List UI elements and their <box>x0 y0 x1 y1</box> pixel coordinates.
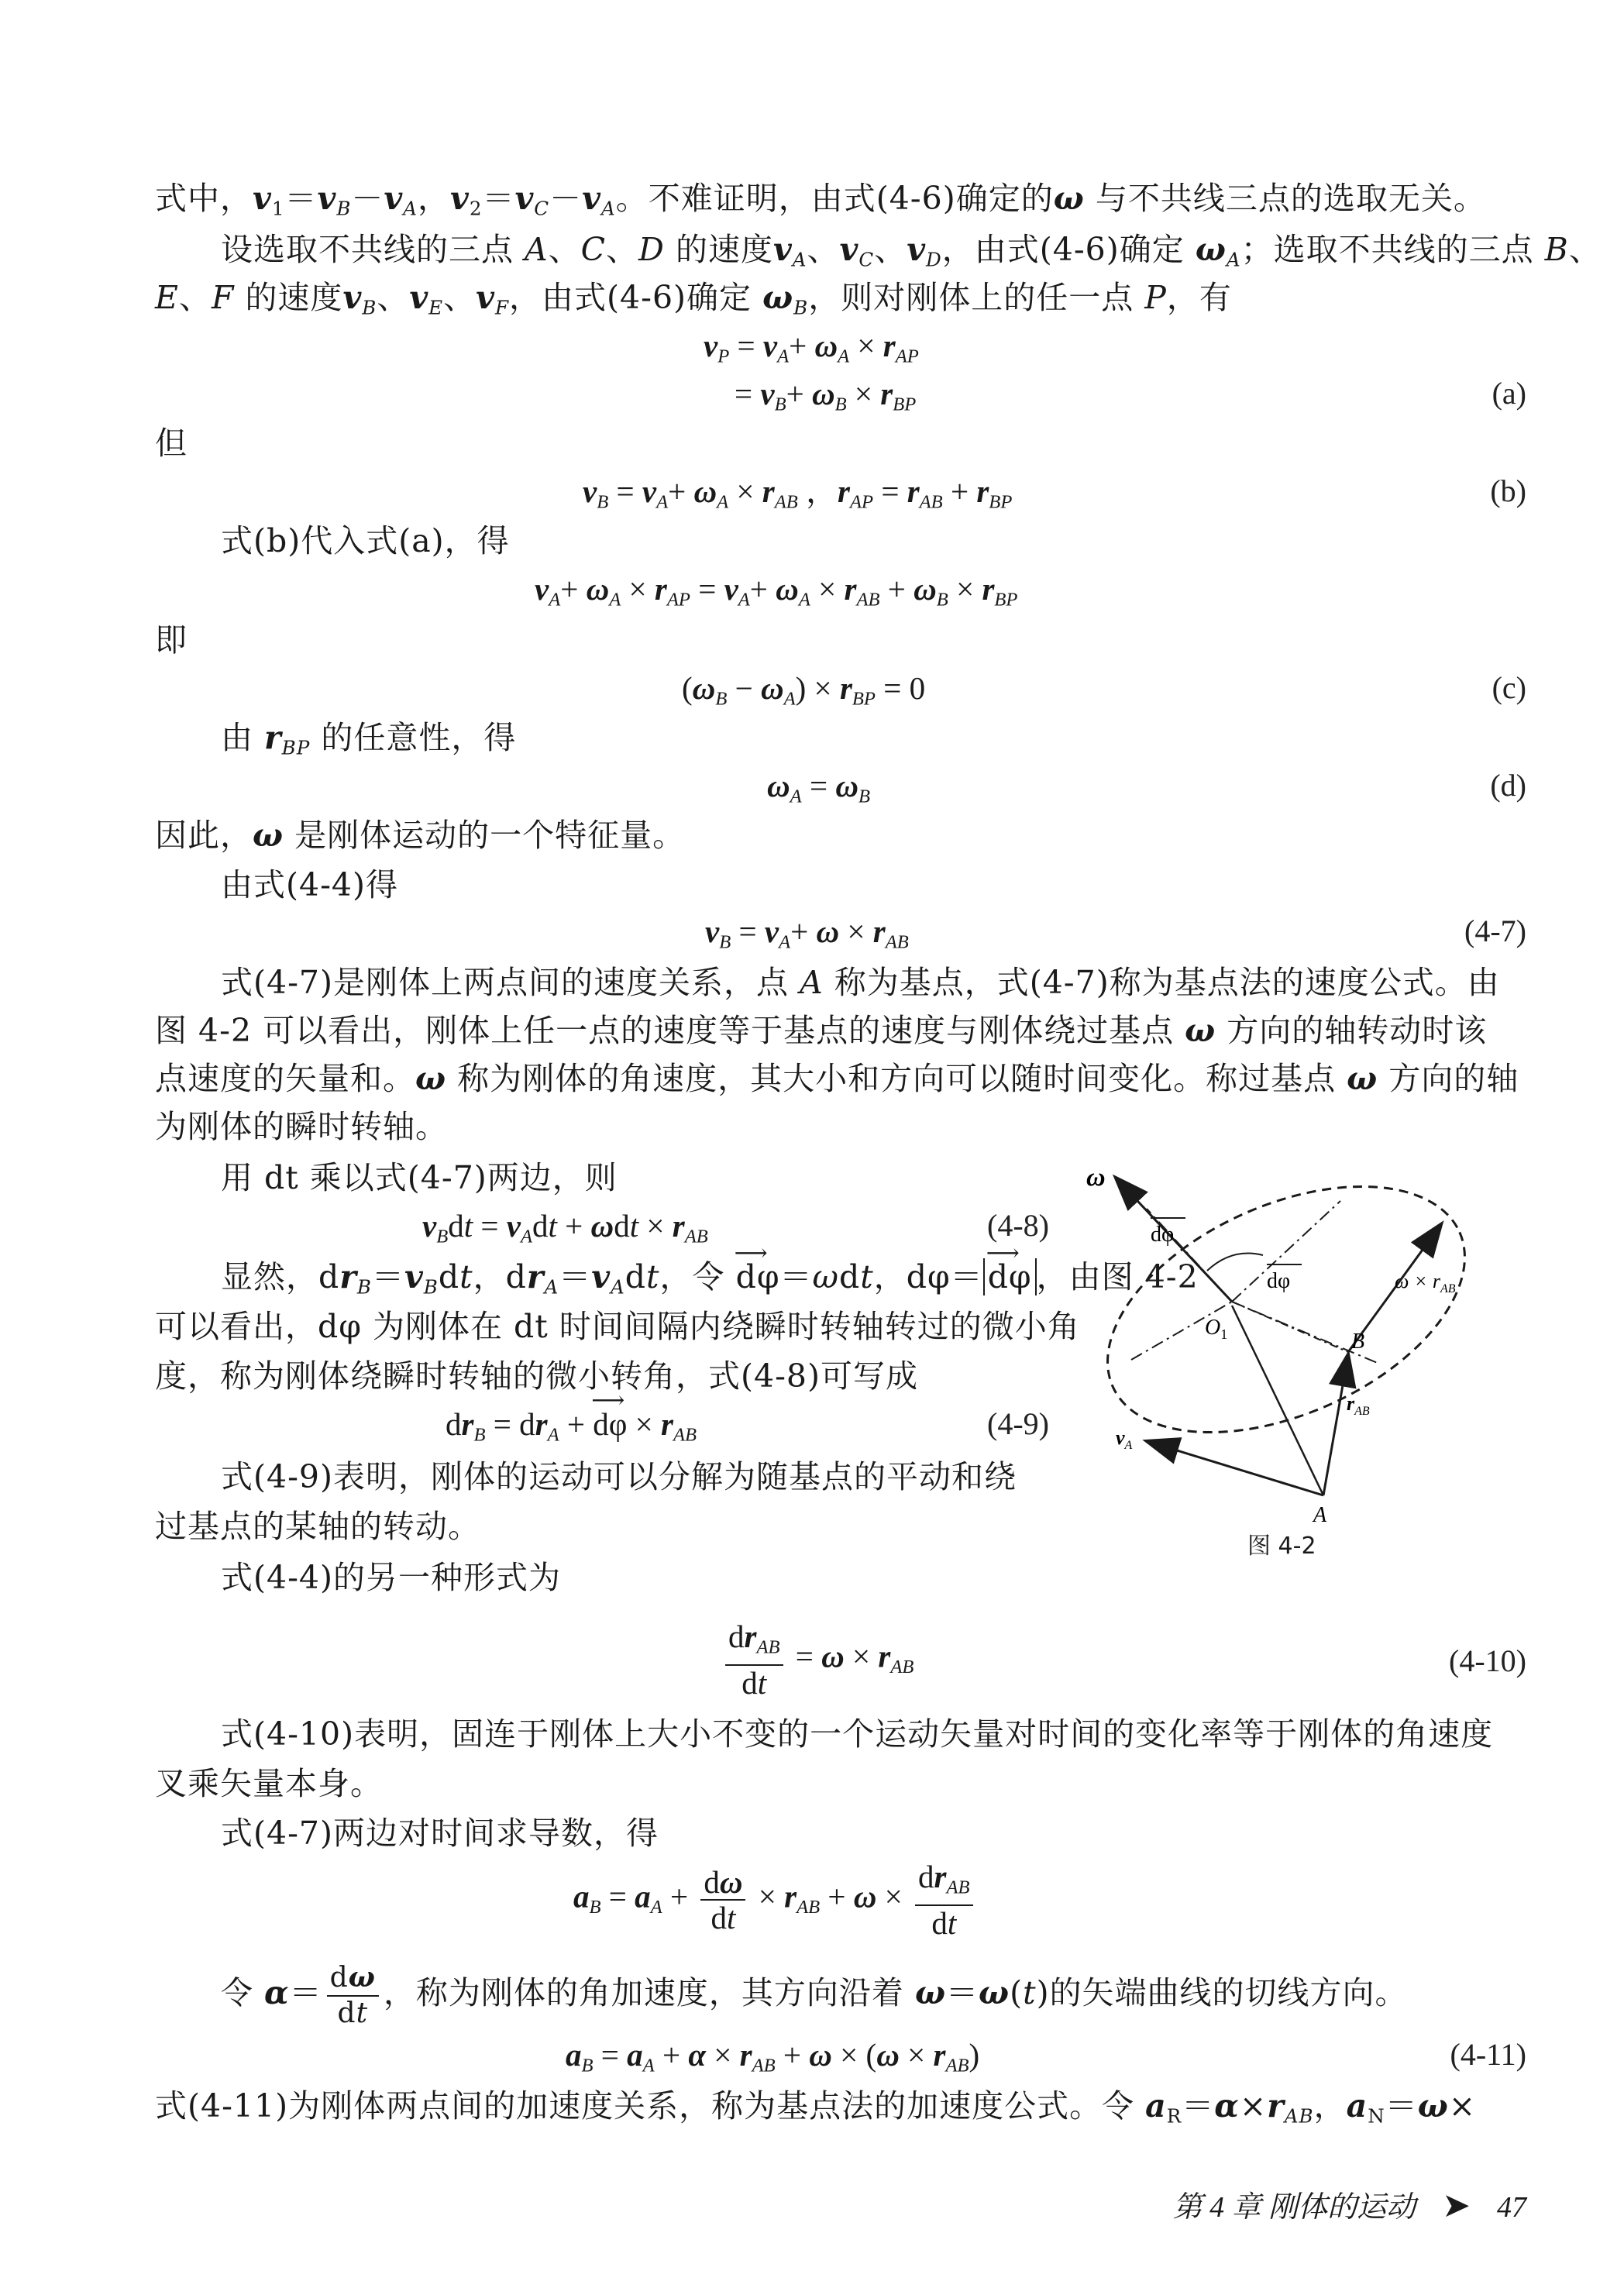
label-B: B <box>1351 1330 1365 1354</box>
label-A: A <box>1313 1503 1327 1527</box>
chapter-title: 第 4 章 刚体的运动 <box>1172 2191 1416 2224</box>
equation-number: (b) <box>1490 473 1526 508</box>
equation: $a_B = a_A + \alpha \times r_{AB} + \omega \times (\omega \times r_{AB})$ <box>566 2037 980 2076</box>
page-footer <box>1173 2187 1526 2227</box>
label-omega: ω <box>1086 1163 1106 1192</box>
label-omega-r: $\omega \times r_{AB}$ <box>1395 1270 1456 1295</box>
text-line: 图 4-2 可以看出，刚体上任一点的速度等于基点的速度与刚体绕过基点 ω 方向的轴转动时该 <box>155 1012 1488 1049</box>
equation-number: (a) <box>1492 376 1526 411</box>
equation-number: (4-7) <box>1464 913 1526 948</box>
text-line: 为刚体的瞬时转轴。 <box>155 1108 448 1145</box>
text-line: 可以看出，dφ 为刚体在 dt 时间间隔内绕瞬时转轴转过的微小角 <box>155 1308 1080 1345</box>
text-line: 式(4-4)的另一种形式为 <box>221 1559 562 1596</box>
text-line: 式中，$v_1=v_B-v_A$，$v_2=v_C-v_A$。不难证明，由式(4-6)确定的ω 与不共线三点的选取无关。 <box>155 180 1486 220</box>
text-line: 式(b)代入式(a)，得 <box>221 522 510 559</box>
equation: $\omega_A = \omega_B$ <box>767 768 870 807</box>
equation: $v_Bdt = v_Adt + \omega dt \times r_{AB}$ <box>422 1208 708 1247</box>
equation: $dr_B = dr_A$ + ⟶ $d\varphi \times r_{AB}$ <box>446 1401 697 1458</box>
equation-number: (c) <box>1492 670 1526 705</box>
text-line: 由式(4-4)得 <box>221 866 399 903</box>
text-line: 即 <box>155 621 188 659</box>
equation: $v_P = v_A+ \omega_A \times r_{AP}$ <box>704 328 919 367</box>
label-dphi-top: dφ <box>1151 1223 1175 1247</box>
page-number: 47 <box>1497 2191 1526 2224</box>
text-line: 由 $r_{BP}$ 的任意性，得 <box>221 719 517 759</box>
text-line: 度，称为刚体绕瞬时转轴的微小转角，式(4-8)可写成 <box>155 1357 919 1395</box>
text-line: 令 α＝ $\frac{d\omega}{dt}$ ，称为刚体的角加速度，其方向沿着 ω＝ω(t)的矢端曲线的切线方向。 <box>221 1961 1408 2029</box>
equation: $v_A+ \omega_A \times r_{AP} = v_A+ \omega_A \times r_{AB} + \omega_B \times r_{BP}$ <box>535 571 1018 611</box>
equation: $v_B = v_A+ \omega_A \times r_{AB}$ ，$r_{AP} = r_{AB} + r_{BP}$ <box>583 473 1013 513</box>
label-vA: $v_A$ <box>1116 1426 1133 1452</box>
text-line: 式(4-7)两边对时间求导数，得 <box>221 1815 659 1852</box>
text-line: 叉乘矢量本身。 <box>155 1765 383 1802</box>
equation: $(\omega_B - \omega_A) \times r_{BP} = 0$ <box>682 670 926 710</box>
equation: $v_B = v_A+ \omega \times r_{AB}$ <box>705 913 909 953</box>
equation: $a_B = a_A$ + $\frac{d\omega}{dt}$ × $r_{AB} + \omega$ × $\frac{dr_{AB}}{dt}$ <box>573 1860 978 1940</box>
text-line: 式(4-9)表明，刚体的运动可以分解为随基点的平动和绕 <box>221 1458 1017 1495</box>
figure-4-2 <box>1077 1154 1542 1557</box>
figure-caption: 图 4-2 <box>1247 1533 1316 1560</box>
vA-vector <box>1147 1441 1323 1495</box>
footer-arrow-icon: ➤ <box>1442 2187 1471 2224</box>
text-line: 因此，ω 是刚体运动的一个特征量。 <box>155 817 686 854</box>
text-line: 设选取不共线的三点 A、C、D 的速度$v_A$、$v_C$、$v_D$，由式(4-6)确定 $\omega_A$；选取不共线的三点 B、 <box>221 231 1602 271</box>
text-line: 但 <box>155 425 188 462</box>
text-line: 过基点的某轴的转动。 <box>155 1508 480 1545</box>
dphi-arc <box>1207 1254 1263 1271</box>
equation-number: (d) <box>1490 768 1526 803</box>
equation: = $v_B+ \omega_B \times r_{BP}$ <box>735 376 917 415</box>
equation-number: (4-9) <box>987 1406 1049 1441</box>
axis-line <box>1232 1302 1348 1352</box>
text-line: 式(4-11)为刚体两点间的加速度关系，称为基点法的加速度公式。令 $a_R=\alpha\times r_{AB}$，$a_N=\omega\times$ <box>155 2087 1477 2128</box>
rAB-vector <box>1323 1354 1348 1495</box>
equation: $\frac{dr_{AB}}{dt}$ = $\omega \times r_{AB}$ <box>721 1619 914 1700</box>
text-line: 式(4-10)表明，固连于刚体上大小不变的一个运动矢量对时间的变化率等于刚体的角速度 <box>221 1715 1494 1753</box>
equation-number: (4-10) <box>1449 1643 1526 1678</box>
text-line: 式(4-7)是刚体上两点间的速度关系，点 A 称为基点，式(4-7)称为基点法的速度公式。由 <box>221 964 1500 1001</box>
equation-number: (4-11) <box>1450 2037 1526 2072</box>
label-dphi-mid: dφ <box>1267 1269 1291 1293</box>
text-line: 显然，$dr_B=v_Bdt$，$dr_A=v_Adt$，令 ⟶ dφ＝ωdt，dφ＝⟶ dφ ，由图 4-2 <box>221 1252 1058 1312</box>
text-line: 点速度的矢量和。ω 称为刚体的角速度，其大小和方向可以随时间变化。称过基点 ω 方向的轴 <box>155 1060 1519 1097</box>
text-line: 用 dt 乘以式(4-7)两边，则 <box>221 1159 618 1196</box>
label-O1: $O_1$ <box>1205 1316 1228 1342</box>
equation-number: (4-8) <box>987 1208 1049 1243</box>
text-line: E、F 的速度$v_B$、$v_E$、$v_F$，由式(4-6)确定 $\omega_B$，则对刚体上的任一点 P，有 <box>155 279 1232 319</box>
label-rAB: $r_{AB}$ <box>1347 1392 1370 1418</box>
